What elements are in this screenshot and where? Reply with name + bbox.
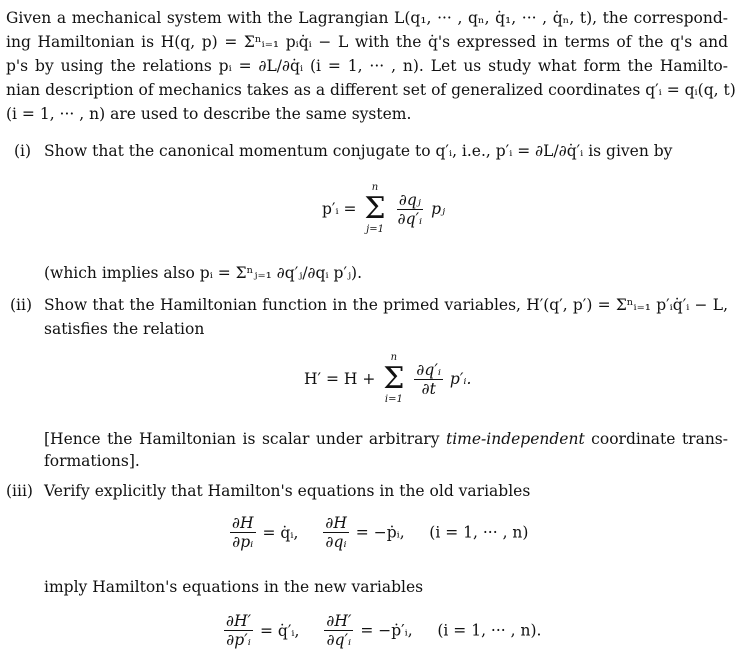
fraction-dH-dq	[323, 514, 349, 551]
eq-mid: = q̇ᵢ,	[262, 523, 299, 542]
sigma-symbol: Σ	[364, 191, 386, 226]
part-ii-text-2: satisfies the relation	[44, 320, 205, 338]
fraction-denominator: ∂qᵢ	[325, 533, 347, 551]
sum-upper: n	[390, 352, 398, 363]
fraction	[396, 191, 425, 228]
intro-line-2: ing Hamiltonian is H(q, p) = Σⁿᵢ₌₁ pᵢq̇ᵢ − L with the q̇'s expressed in terms of the q's and	[6, 33, 728, 51]
part-ii-text-1: Show that the Hamiltonian function in the primed variables, H′(q′, p′) = Σⁿᵢ₌₁ p′ᵢq̇′ᵢ − L,	[44, 296, 728, 314]
fraction-denominator: ∂pᵢ	[232, 533, 254, 551]
note-emphasis: time-independent	[445, 430, 585, 448]
part-iii-equation-old	[228, 514, 528, 551]
intro-line-4: nian description of mechanics takes as a different set of generalized coordinates q′ᵢ = qᵢ(q, t)	[6, 81, 736, 99]
fraction-denominator: ∂t	[421, 379, 436, 398]
fraction-dHp-dpp	[224, 612, 253, 649]
part-iii-text-2: imply Hamilton's equations in the new variables	[44, 578, 424, 596]
eq-tail: p′ᵢ.	[449, 370, 472, 388]
part-ii-label: (ii)	[10, 296, 33, 314]
part-ii-note-1	[44, 430, 728, 448]
eq-mid: = q̇′ᵢ,	[260, 621, 300, 640]
eq-tail: = −ṗ′ᵢ, (i = 1, ··· , n).	[360, 621, 542, 640]
sigma-symbol: Σ	[383, 361, 405, 396]
note-part-b: coordinate trans-	[584, 430, 728, 448]
intro-line-3: p's by using the relations pᵢ = ∂L/∂q̇ᵢ (i = 1, ··· , n). Let us study what form the Hamilto-	[6, 57, 728, 75]
fraction-numerator: ∂H′	[326, 612, 352, 630]
sum-lower: i=1	[384, 394, 403, 405]
part-i-note: (which implies also pᵢ = Σⁿⱼ₌₁ ∂q′ⱼ/∂qᵢ p′ⱼ).	[44, 264, 363, 282]
eq-tail: = −ṗᵢ, (i = 1, ··· , n)	[355, 523, 529, 542]
fraction-numerator: ∂H	[325, 514, 347, 532]
fraction-denominator: ∂q′ᵢ	[397, 209, 423, 228]
note-part-a: [Hence the Hamiltonian is scalar under arbitrary	[44, 430, 446, 448]
fraction-numerator: ∂qⱼ	[398, 190, 421, 209]
part-iii-equation-new	[222, 612, 541, 649]
intro-line-5: (i = 1, ··· , n) are used to describe the same system.	[6, 105, 412, 123]
fraction-numerator: ∂q′ᵢ	[416, 360, 441, 379]
fraction-dHp-dqp	[324, 612, 353, 649]
part-iii-text: Verify explicitly that Hamilton's equations in the old variables	[44, 482, 531, 500]
fraction-numerator: ∂H′	[226, 612, 252, 630]
eq-lhs: p′ᵢ =	[322, 200, 357, 218]
part-ii-note-2: formations].	[44, 452, 140, 470]
eq-lhs: H′ = H +	[304, 370, 376, 388]
fraction-dH-dp	[230, 514, 256, 551]
part-i-text: Show that the canonical momentum conjugate to q′ᵢ, i.e., p′ᵢ = ∂L/∂q̇′ᵢ is given by	[44, 142, 673, 160]
part-iii-label: (iii)	[6, 482, 33, 500]
sum-operator	[383, 352, 404, 406]
part-ii-equation	[304, 352, 471, 406]
part-i-label: (i)	[14, 142, 32, 160]
fraction-denominator: ∂q′ᵢ	[326, 631, 352, 649]
fraction-denominator: ∂p′ᵢ	[226, 631, 251, 649]
part-i-equation	[322, 182, 445, 236]
eq-tail: pⱼ	[431, 200, 446, 218]
fraction	[414, 361, 443, 398]
intro-line-1: Given a mechanical system with the Lagrangian L(q₁, ··· , qₙ, q̇₁, ··· , q̇ₙ, t), the correspond-	[6, 9, 728, 27]
sum-operator	[364, 182, 385, 236]
sum-upper: n	[371, 182, 379, 193]
sum-lower: j=1	[366, 224, 384, 235]
fraction-numerator: ∂H	[232, 514, 254, 532]
